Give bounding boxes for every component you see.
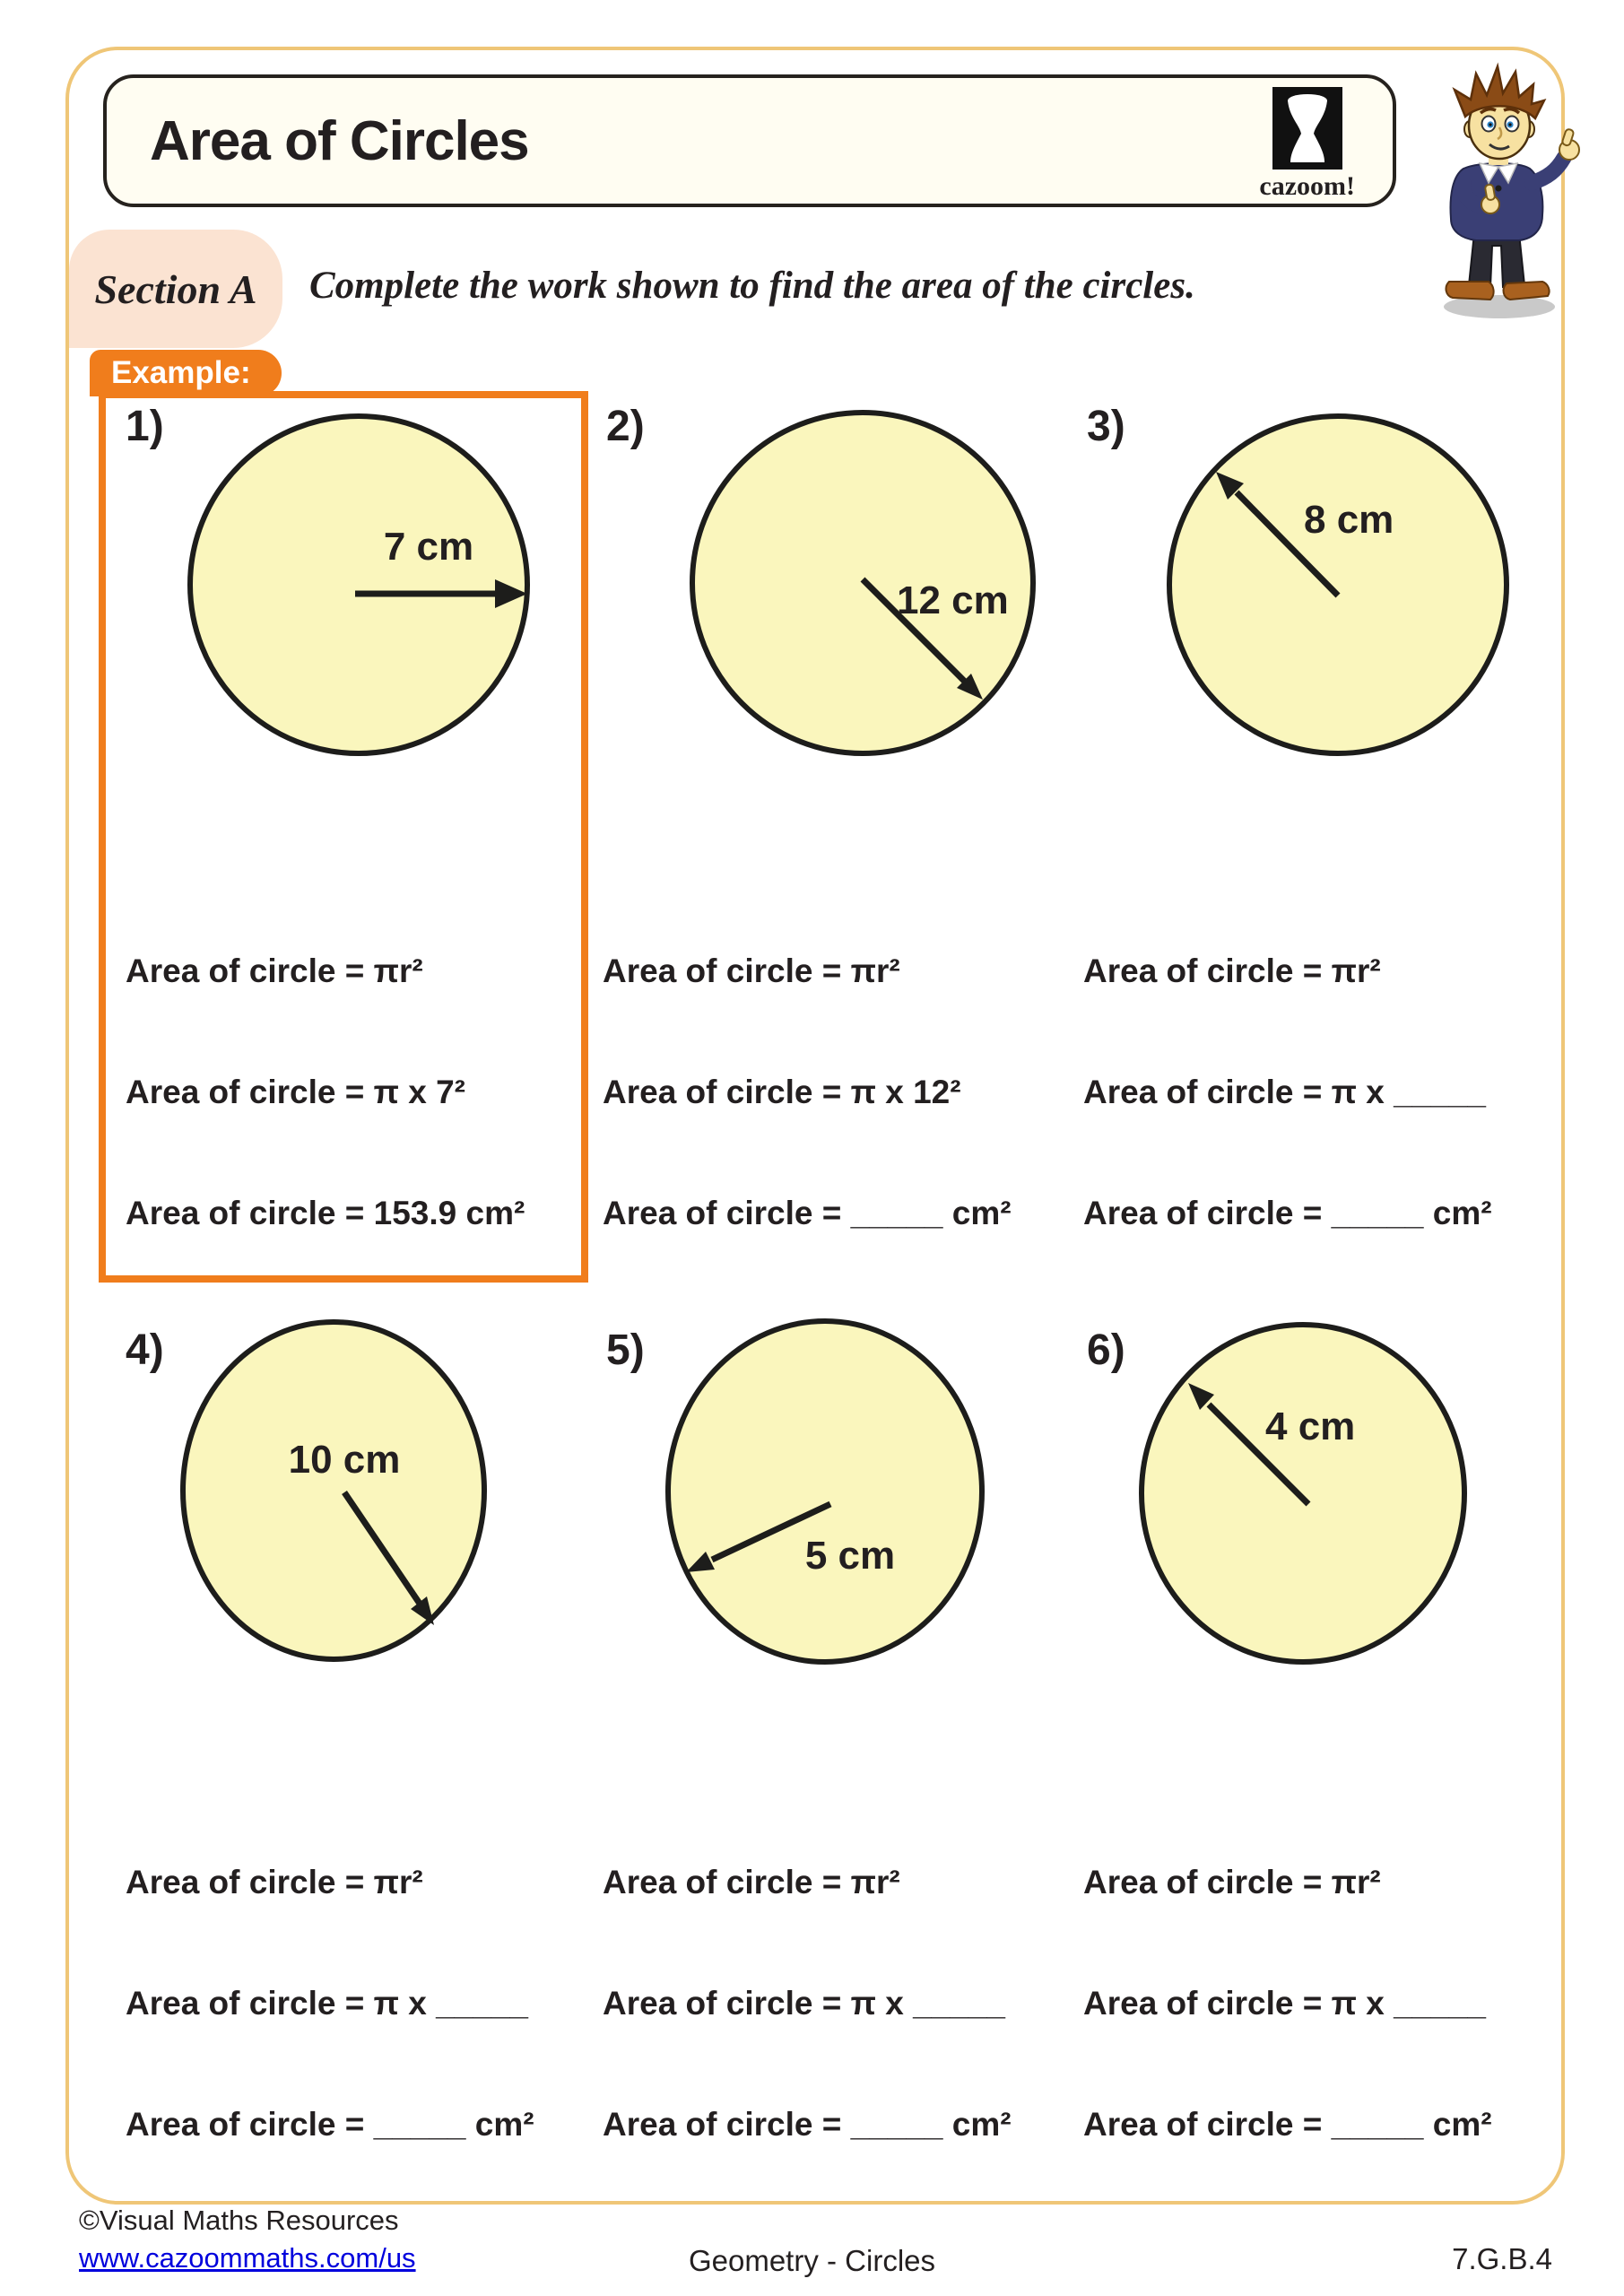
mascot-pupil-left xyxy=(1489,123,1491,126)
circle-shape xyxy=(183,1322,484,1659)
footer-topic: Geometry - Circles xyxy=(688,2244,936,2277)
question-number-4: 4) xyxy=(126,1326,164,1374)
formula-q4-line1: Area of circle = πr² xyxy=(126,1864,423,1900)
drum-icon xyxy=(1272,87,1342,170)
question-number-3: 3) xyxy=(1087,403,1125,450)
mascot-arm-raised xyxy=(1532,158,1564,183)
mascot-button xyxy=(1496,186,1502,192)
circle-shape xyxy=(1142,1325,1464,1662)
mascot-pupil-right xyxy=(1508,123,1511,126)
radius-label: 4 cm xyxy=(1265,1405,1356,1448)
circle-figure-5 xyxy=(646,1312,1004,1671)
radius-label: 10 cm xyxy=(288,1438,401,1482)
formula-q4-line2: Area of circle = π x _____ xyxy=(126,1985,528,2022)
formula-q2-line2: Area of circle = π x 12² xyxy=(603,1074,961,1110)
circle-figure-4 xyxy=(154,1311,513,1670)
example-tab: Example: xyxy=(90,350,282,396)
formula-q5-line1: Area of circle = πr² xyxy=(603,1864,900,1900)
question-number-2: 2) xyxy=(606,403,645,450)
formula-q6-line3: Area of circle = _____ cm² xyxy=(1083,2106,1492,2143)
mascot-illustration xyxy=(1397,57,1611,326)
circle-shape xyxy=(190,416,527,753)
formula-q6-line2: Area of circle = π x _____ xyxy=(1083,1985,1486,2022)
formula-q1-line1: Area of circle = πr² xyxy=(126,952,423,989)
mascot-shoe-right xyxy=(1504,282,1550,300)
question-number-6: 6) xyxy=(1087,1326,1125,1374)
circle-figure-1 xyxy=(179,405,538,764)
formula-q3-line3: Area of circle = _____ cm² xyxy=(1083,1195,1492,1231)
section-bubble xyxy=(69,230,282,348)
question-number-5: 5) xyxy=(606,1326,645,1374)
formula-q3-line2: Area of circle = π x _____ xyxy=(1083,1074,1486,1110)
radius-label: 12 cm xyxy=(897,578,1009,622)
footer-standard-code: 7.G.B.4 xyxy=(1452,2242,1552,2275)
formula-q2-line3: Area of circle = _____ cm² xyxy=(603,1195,1012,1231)
formula-q4-line3: Area of circle = _____ cm² xyxy=(126,2106,534,2143)
circle-shape xyxy=(668,1321,982,1662)
section-instruction: Complete the work shown to find the area of the circles. xyxy=(309,265,1195,307)
radius-label: 5 cm xyxy=(804,1534,896,1578)
formula-q6-line1: Area of circle = πr² xyxy=(1083,1864,1381,1900)
footer-url-link[interactable]: www.cazoommaths.com/us xyxy=(79,2242,416,2274)
mascot-shoe-left xyxy=(1446,282,1494,300)
title-box xyxy=(103,74,1396,207)
radius-label: 8 cm xyxy=(1304,498,1394,542)
circle-figure-6 xyxy=(1124,1314,1482,1673)
formula-q5-line2: Area of circle = π x _____ xyxy=(603,1985,1005,2022)
formula-q5-line3: Area of circle = _____ cm² xyxy=(603,2106,1012,2143)
formula-q1-line2: Area of circle = π x 7² xyxy=(126,1074,465,1110)
section-label: Section A xyxy=(94,265,257,312)
page-title: Area of Circles xyxy=(150,109,529,172)
logo-wordmark: cazoom! xyxy=(1259,171,1355,201)
mascot-thumb-left xyxy=(1485,184,1496,200)
formula-q1-line3: Area of circle = 153.9 cm² xyxy=(126,1195,525,1231)
footer-copyright: ©Visual Maths Resources xyxy=(79,2205,399,2236)
question-number-1: 1) xyxy=(126,403,164,450)
formula-q3-line1: Area of circle = πr² xyxy=(1083,952,1381,989)
circle-figure-2 xyxy=(683,404,1042,762)
circle-shape xyxy=(1169,416,1507,753)
radius-label: 7 cm xyxy=(383,525,474,569)
circle-figure-3 xyxy=(1159,405,1517,764)
formula-q2-line1: Area of circle = πr² xyxy=(603,952,900,989)
cazoom-logo xyxy=(1259,87,1355,202)
